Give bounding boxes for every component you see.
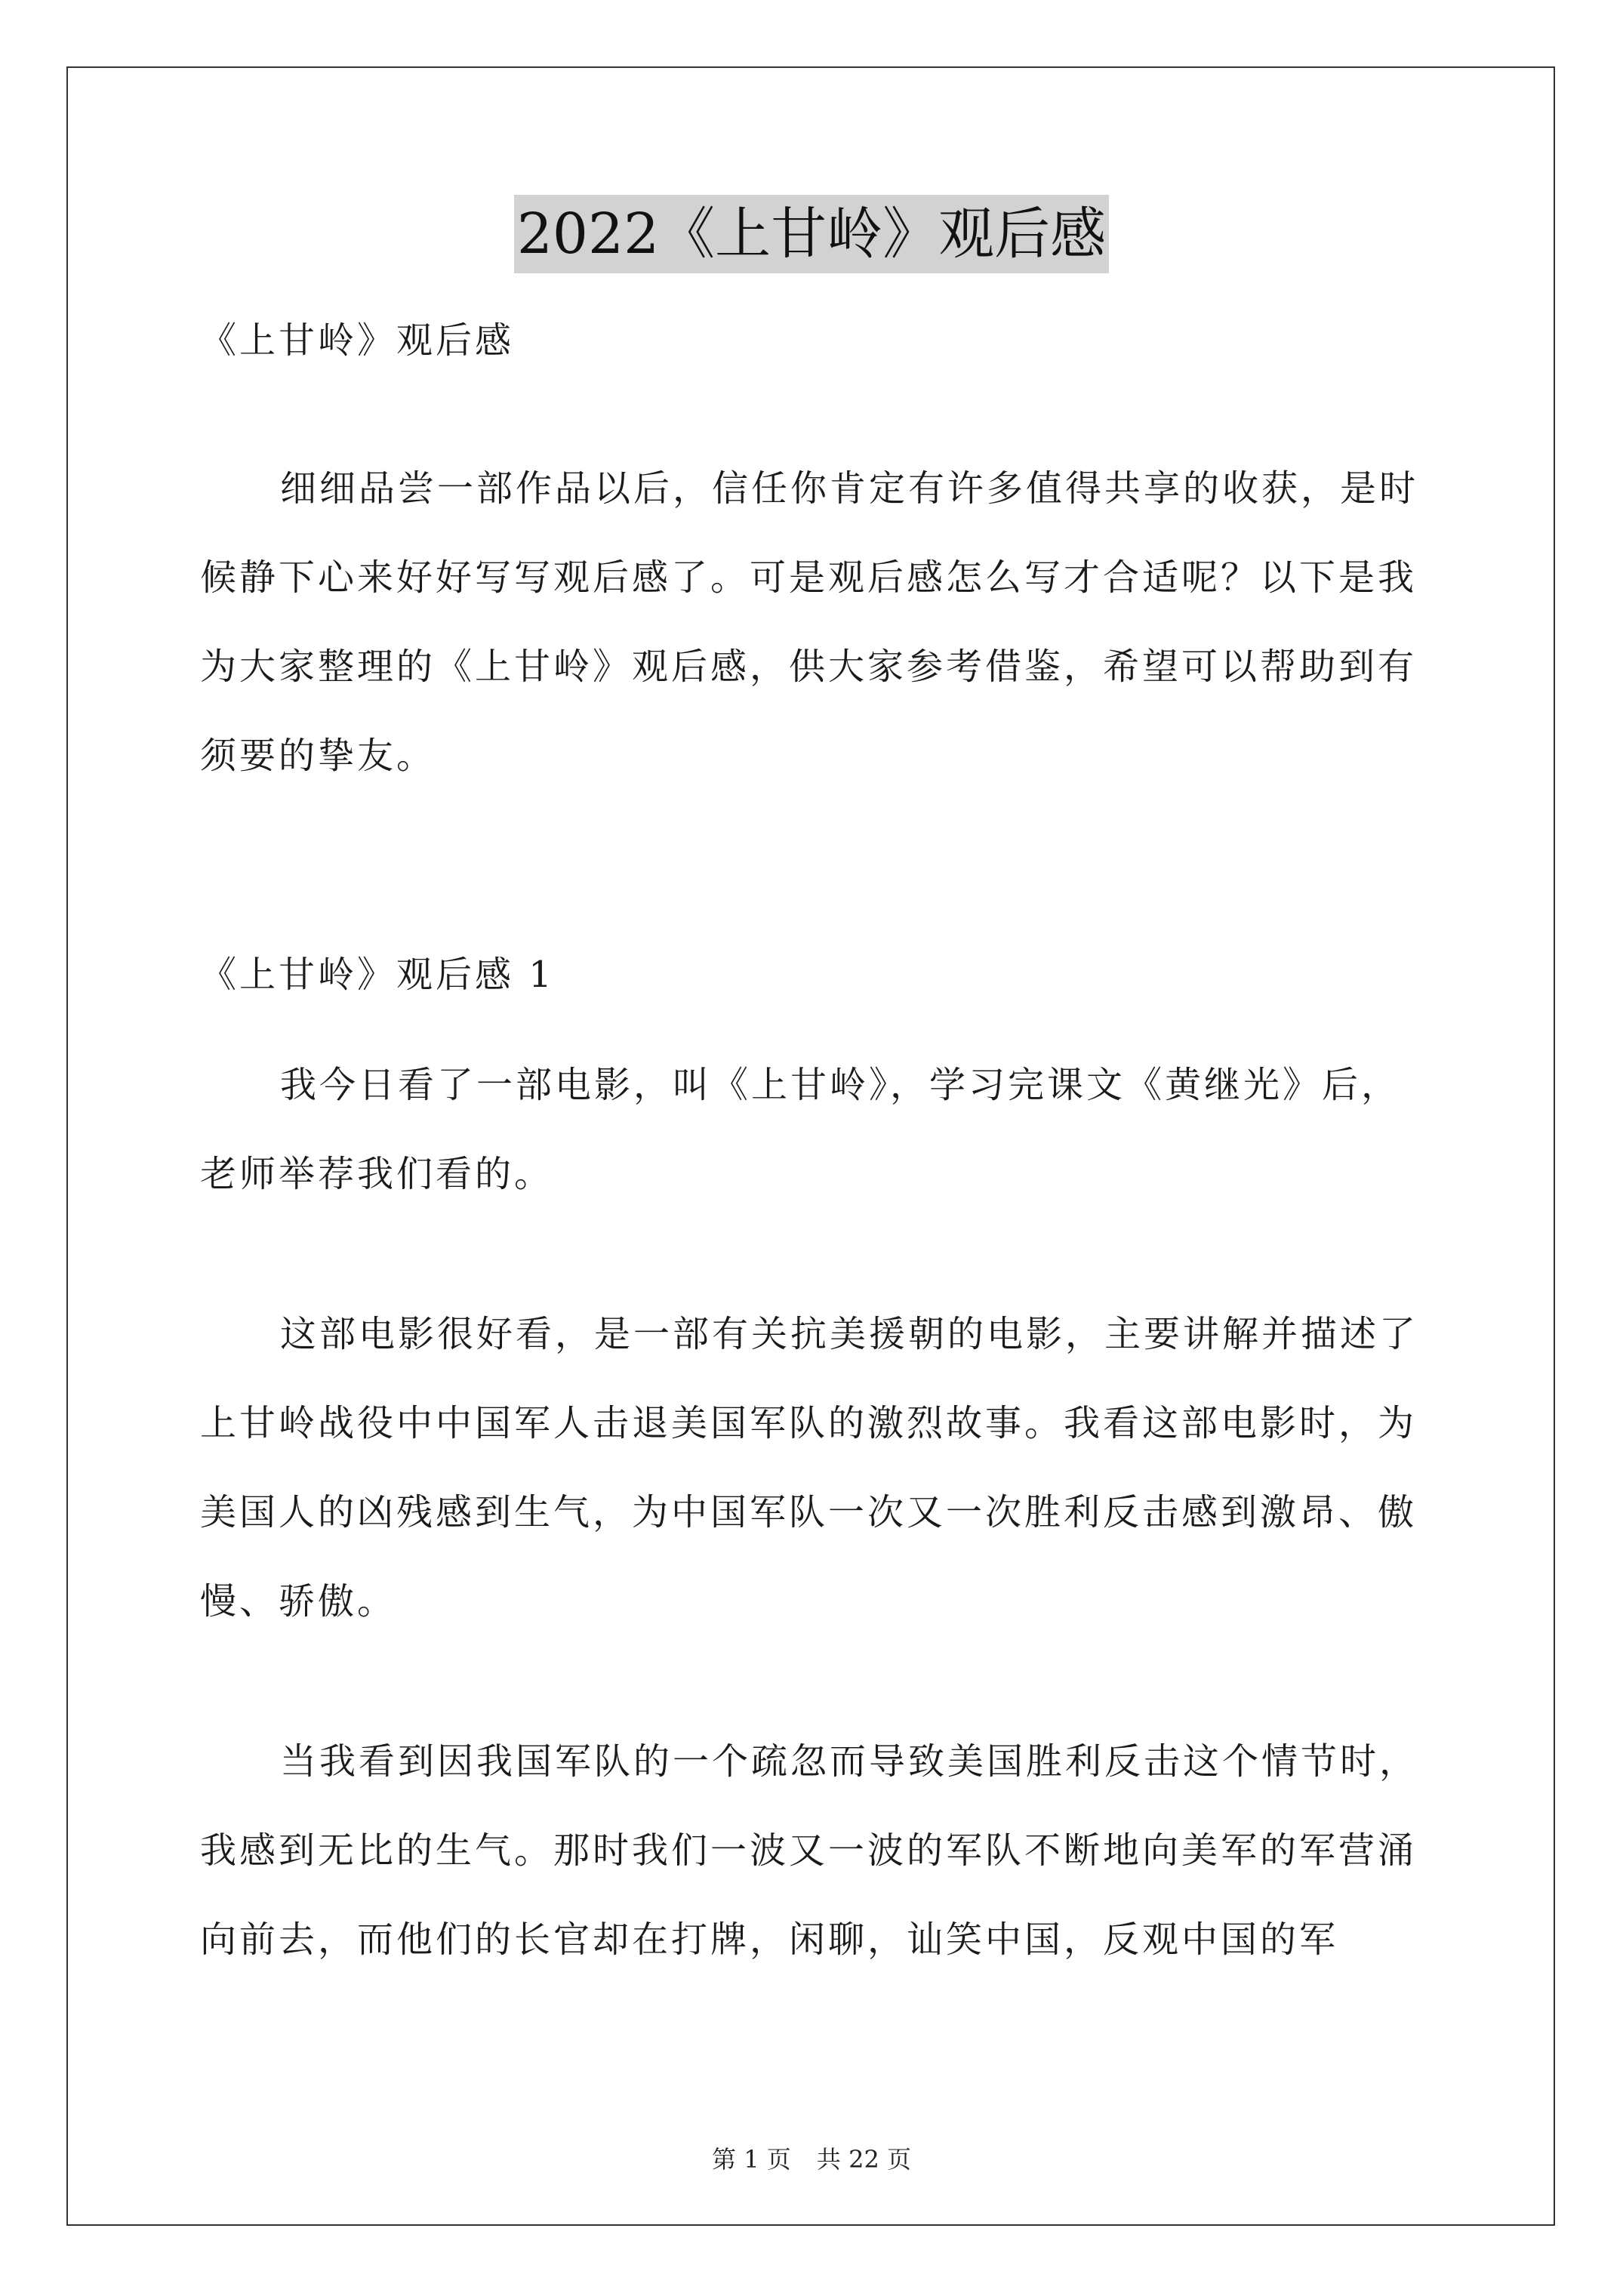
body-paragraph-3 <box>200 1717 1438 1984</box>
page-number-current: 第 1 页 <box>712 2145 791 2174</box>
body-paragraph-2 <box>200 1290 1438 1646</box>
paragraph-text: 这部电影很好看，是一部有关抗美援朝的电影，主要讲解并描述了上甘岭战役中中国军人击退美国军队的激烈故事。我看这部电影时，为美国人的凶残感到生气，为中国军队一次又一次胜利反击感到激昂、傲慢、骄傲。 <box>200 1313 1419 1623</box>
section-heading-1 <box>200 296 1438 385</box>
body-paragraph-1 <box>200 1040 1438 1219</box>
paragraph-text: 我今日看了一部电影，叫《上甘岭》，学习完课文《黄继光》后，老师举荐我们看的。 <box>200 1064 1401 1195</box>
heading-text: 《上甘岭》观后感 <box>200 319 515 362</box>
heading-text: 《上甘岭》观后感 1 <box>200 954 555 996</box>
paragraph-text: 当我看到因我国军队的一个疏忽而导致美国胜利反击这个情节时，我感到无比的生气。那时我们一波又一波的军队不断地向美军的军营涌向前去，而他们的长官却在打牌，闲聊，讪笑中国，反观中国的军 <box>200 1740 1419 1961</box>
section-heading-2 <box>200 930 1438 1019</box>
title-container <box>0 195 1623 273</box>
page-footer <box>0 2144 1623 2174</box>
paragraph-text: 细细品尝一部作品以后，信任你肯定有许多值得共享的收获，是时候静下心来好好写写观后感了。可是观后感怎么写才合适呢？以下是我为大家整理的《上甘岭》观后感，供大家参考借鉴，希望可以帮助到有须要的挚友。 <box>200 467 1419 777</box>
document-title: 2022《上甘岭》观后感 <box>514 195 1109 273</box>
intro-paragraph <box>200 444 1438 800</box>
page-number-total: 共 22 页 <box>816 2145 911 2174</box>
